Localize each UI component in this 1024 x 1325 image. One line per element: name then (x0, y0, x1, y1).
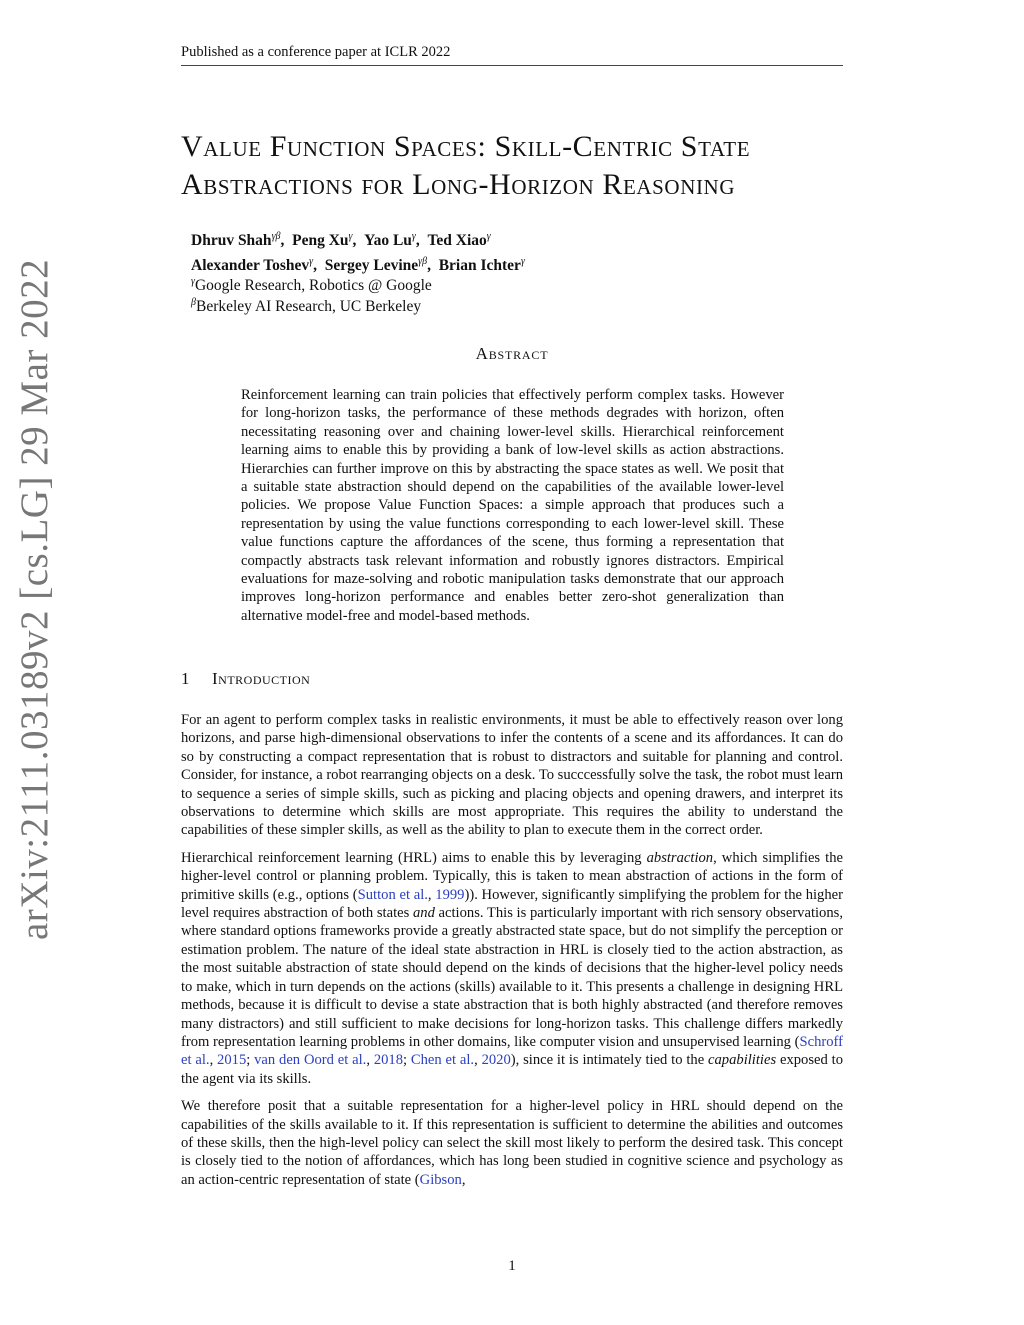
author-name: Peng Xu (292, 232, 349, 250)
running-head: Published as a conference paper at ICLR 2022 (181, 44, 843, 66)
paragraph (181, 1097, 843, 1189)
affiliation-text: Berkeley AI Research, UC Berkeley (195, 298, 422, 316)
author-name: Sergey Levine (324, 257, 419, 275)
author-affiliation-mark: γβ (271, 231, 281, 242)
author-name: Brian Ichter (438, 257, 521, 275)
text-run: exposed to the agent via its skills. (181, 1052, 843, 1087)
author-affiliation-mark: γ (348, 231, 353, 242)
author-name: Alexander Toshev (191, 257, 310, 275)
paragraph: Hierarchical reinforcement learning (HRL) aims to enable this by leveraging abstraction, which simplifies the higher-level control or planning problem. Typically, this is taken to mean abstraction of actions in the form of primitive skills (e.g., options (Sutton et al., 1999)). However, significantly simplifying the problem for the higher level requires abstraction of both states and actions. This is particularly important with rich sensory observations, where standard options frameworks provide a greatly abstracted state space, but do not simplify the perception or estimation problem. The nature of the ideal state abstraction in HRL is closely tied to the action abstraction, as the most suitable abstraction of state should depend on the kinds of decisions that the higher-level policy needs to make, which in turn depends on the actions (skills) available to it. This presents a challenge in designing HRL methods, because it is difficult to devise a state abstraction that is both highly abstracted (and therefore removes many distractors) and still sufficient to make decisions for long-horizon tasks. This challenge differs markedly from representation learning problems in other domains, like computer vision and unsupervised learning (Schroff et al., 2015; van den Oord et al., 2018; Chen et al., 2020), since it is intimately tied to the capabilities exposed to the agent via its skills. (181, 849, 843, 1087)
author-affiliation-mark: γβ (418, 256, 428, 268)
text-run: We therefore posit that a suitable representation for a higher-level policy in HRL should depend on the capabilities of the skills available to it. If this representation is sufficient to determine the abilities and outcomes of these skills, then the high-level policy can select the skill most likely to perform the desired task. This concept is closely tied to the notion of affordances, which has long been studied in cognitive science and psychology as an action-centric representation of state ( (181, 1098, 843, 1188)
citation-link[interactable]: Schroff et al. (181, 1033, 843, 1069)
citation-link[interactable]: van den Oord et al. (254, 1052, 367, 1069)
affiliation-mark: β (191, 297, 196, 308)
author-affiliation-mark: γ (520, 256, 525, 268)
text-run: , (461, 1171, 466, 1188)
abstract-text: Reinforcement learning can train policies that effectively perform complex tasks. However for long-horizon tasks, the performance of these methods degrades with horizon, often necessitating reasoning over and chaining lower-level skills. Hierarchical reinforcement learning aims to enable this by providing a bank of low-level skills as action abstractions. Hierarchies can further improve on this by abstracting the space states as well. We posit that a suitable state abstraction should depend on the capabilities of the available lower-level policies. We propose Value Function Spaces: a simple approach that produces such a representation by using the value functions corresponding to each lower-level skill. These value functions capture the affordances of the scene, thus forming a representation that compactly abstracts task relevant information and robustly ignores distractors. Empirical evaluations for maze-solving and robotic manipulation tasks demonstrate that our approach improves long-horizon performance and enables better zero-shot generalization than alternative model-free and model-based methods. (241, 387, 784, 624)
emphasis: and (412, 905, 435, 922)
section-number: 1 (181, 669, 190, 688)
citation-link[interactable]: 2018 (373, 1052, 403, 1069)
affiliation-berkeley (191, 293, 791, 317)
author-line-1: Dhruv Shah$^{\gamma\beta}$, Peng $Xu^\gamma$, Yao $Lu^\gamma$, Ted Xiao$^\gamma$ (191, 231, 491, 250)
emphasis: capabilities (708, 1052, 777, 1069)
abstract-heading: Abstract (475, 344, 549, 363)
title-line-1: Value Function Spaces: Skill-Centric State (181, 130, 751, 163)
text-run: , which simplifies the higher-level control or planning problem. Typically, this is taken to mean abstraction of actions in the form of primitive skills (e.g., options ( (181, 849, 843, 903)
text-run: )). However, significantly simplifying the problem for the higher level requires abstraction of both states (181, 886, 843, 922)
author-affiliation-mark: γ (309, 256, 314, 268)
author-affiliation-mark: γ (486, 231, 491, 242)
author-name: Yao Lu (364, 232, 412, 250)
citation-link[interactable]: 1999 (435, 886, 465, 903)
text-run: actions. This is particularly important with rich sensory observations, where standard options frameworks provide a greatly abstracted state space, but do not simplify the perception or estimation problem. The nature of the ideal state abstraction in HRL is closely tied to the action abstraction, as the most suitable abstraction of state should depend on the kinds of decisions that the higher-level policy needs to make, which in turn depends on the actions (skills) available to it. This presents a challenge in designing HRL methods, because it is difficult to devise a state abstraction that is both highly abstracted (and therefore removes many distractors) and still sufficient to make decisions for long-horizon tasks. This challenge differs markedly from representation learning problems in other domains, like computer vision and unsupervised learning ( (181, 905, 843, 1050)
title-line-2: Abstractions for Long-Horizon Reasoning (181, 168, 736, 201)
author-name: Ted Xiao (427, 232, 487, 250)
section-heading-introduction (181, 669, 781, 689)
author-name: Dhruv Shah (191, 232, 272, 250)
paper-title (181, 128, 861, 204)
citation-link[interactable]: Sutton et al. (357, 886, 428, 903)
citation-link[interactable]: Gibson (419, 1171, 462, 1188)
text-run: ), since it is intimately tied to the (510, 1052, 709, 1069)
paragraph: For an agent to perform complex tasks in realistic environments, it must be able to effectively reason over long horizons, and parse high-dimensional observations to infer the contents of a scene and its affordances. It can do so by constructing a compact representation that is robust to distractors and suitable for planning and control. Consider, for instance, a robot rearranging objects on a desk. To succcessfully solve the task, the robot must learn to sequence a series of simple skills, such as picking and placing objects and opening drawers, and interpret its observations to determine which skills are most appropriate. This requires the ability to understand the capabilities of these simpler skills, as well as the ability to plan to execute them in the correct order. (181, 712, 843, 839)
author-affiliation-mark: γ (411, 231, 416, 242)
citation-link[interactable]: Chen et al. (410, 1052, 475, 1069)
page-number: 1 (508, 1258, 516, 1274)
affiliation-text: Google Research, Robotics @ Google (194, 277, 432, 295)
citation-link[interactable]: 2015 (217, 1052, 247, 1069)
author-line-2: Alexander Toshev$^\gamma$, Sergey Levine$^{\gamma\beta}$, Brian Ichter$^\gamma$ (191, 256, 525, 275)
emphasis: abstraction (646, 849, 714, 866)
arxiv-identifier: arXiv:2111.03189v2 [cs.LG] 29 Mar 2022 (13, 258, 56, 940)
author-list (191, 226, 791, 276)
citation-link[interactable]: 2020 (481, 1052, 511, 1069)
text-run: Hierarchical reinforcement learning (HRL) aims to enable this by leveraging (181, 849, 647, 866)
body-text (181, 711, 843, 1198)
affiliation-mark: γ (191, 276, 195, 287)
section-title: Introduction (212, 669, 311, 688)
